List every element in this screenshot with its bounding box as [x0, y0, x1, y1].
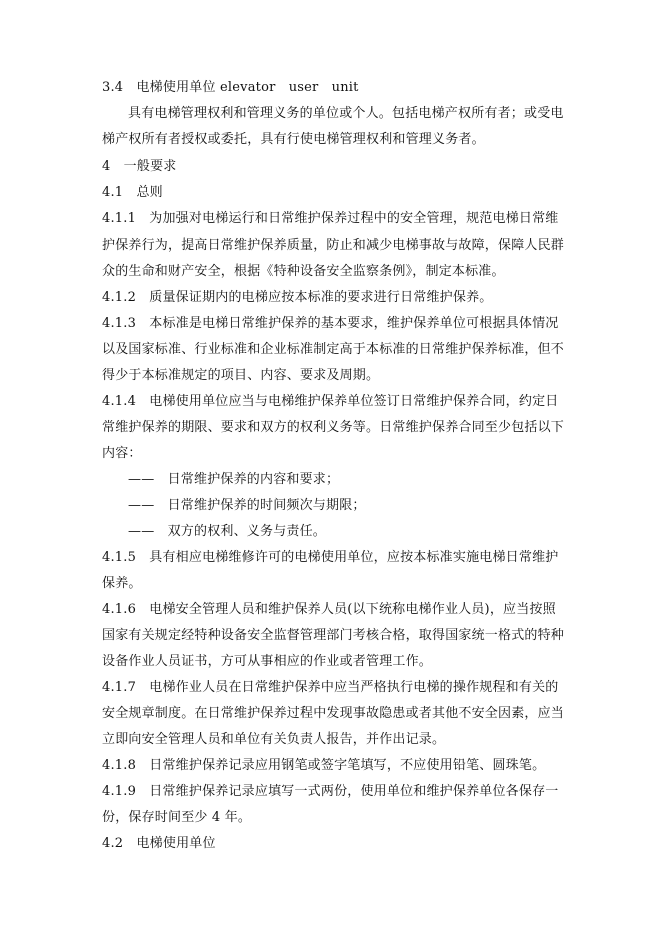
paragraph-line: 内容：	[102, 446, 142, 461]
section-4-1-heading: 4.1 总则	[102, 185, 163, 200]
clause-4-1-7: 4.1.7 电梯作业人员在日常维护保养中应当严格执行电梯的操作规程和有关的	[102, 680, 559, 695]
paragraph-line: 得少于本标准规定的项目、内容、要求及周期。	[102, 368, 380, 383]
clause-4-1-4: 4.1.4 电梯使用单位应当与电梯维护保养单位签订日常维护保养合同，约定日	[102, 394, 559, 409]
clause-4-1-2: 4.1.2 质量保证期内的电梯应按本标准的要求进行日常维护保养。	[102, 290, 493, 305]
list-item: —— 日常维护保养的内容和要求；	[128, 472, 340, 487]
paragraph-line: 立即向安全管理人员和单位有关负责人报告，并作出记录。	[102, 732, 446, 747]
paragraph-line: 保养。	[102, 576, 142, 591]
paragraph-line: 国家有关规定经特种设备安全监督管理部门考核合格，取得国家统一格式的特种	[102, 628, 565, 643]
paragraph-line: 众的生命和财产安全，根据《特种设备安全监察条例》，制定本标准。	[102, 264, 505, 279]
paragraph-line: 份，保存时间至少 4 年。	[102, 810, 252, 825]
clause-4-1-9: 4.1.9 日常维护保养记录应填写一式两份，使用单位和维护保养单位各保存一	[102, 784, 559, 799]
clause-4-1-5: 4.1.5 具有相应电梯维修许可的电梯使用单位，应按本标准实施电梯日常维护	[102, 550, 559, 565]
list-item: —— 双方的权利、义务与责任。	[128, 524, 327, 539]
clause-4-1-6: 4.1.6 电梯安全管理人员和维护保养人员(以下统称电梯作业人员)，应当按照	[102, 602, 556, 617]
clause-4-1-3: 4.1.3 本标准是电梯日常维护保养的基本要求，维护保养单位可根据具体情况	[102, 316, 559, 331]
clause-4-1-1: 4.1.1 为加强对电梯运行和日常维护保养过程中的安全管理，规范电梯日常维	[102, 211, 559, 226]
list-item: —— 日常维护保养的时间频次与期限；	[128, 498, 366, 513]
section-4-heading: 4 一般要求	[102, 159, 177, 174]
paragraph-line: 设备作业人员证书，方可从事相应的作业或者管理工作。	[102, 654, 433, 669]
section-4-2-heading: 4.2 电梯使用单位	[102, 836, 216, 851]
paragraph-line: 具有电梯管理权利和管理义务的单位或个人。包括电梯产权所有者；或受电	[128, 106, 564, 121]
section-3-4-heading: 3.4 电梯使用单位 elevator user unit	[102, 80, 359, 95]
paragraph-line: 以及国家标准、行业标准和企业标准制定高于本标准的日常维护保养标准，但不	[102, 342, 565, 357]
paragraph-line: 常维护保养的期限、要求和双方的权利义务等。日常维护保养合同至少包括以下	[102, 420, 565, 435]
paragraph-line: 护保养行为，提高日常维护保养质量，防止和减少电梯事故与故障，保障人民群	[102, 238, 565, 253]
paragraph-line: 梯产权所有者授权或委托，具有行使电梯管理权利和管理义务者。	[102, 132, 485, 147]
clause-4-1-8: 4.1.8 日常维护保养记录应用钢笔或签字笔填写，不应使用铅笔、圆珠笔。	[102, 758, 546, 773]
paragraph-line: 安全规章制度。在日常维护保养过程中发现事故隐患或者其他不安全因素，应当	[102, 706, 565, 721]
